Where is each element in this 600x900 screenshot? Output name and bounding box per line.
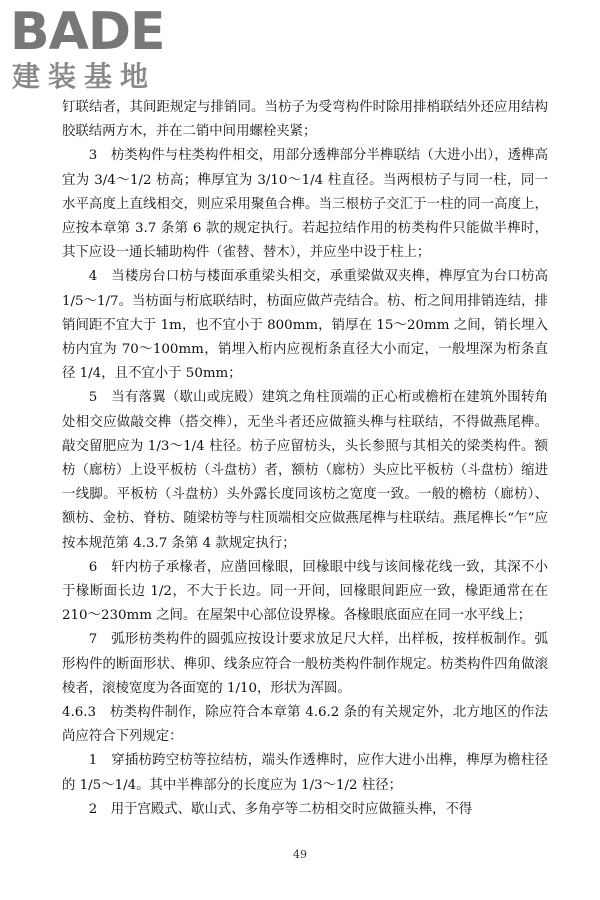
section-heading-4-6-3: 4.6.3 枋类构件制作，除应符合本章第 4.6.2 条的有关规定外，北方地区的作法尚应符合下列规定：	[62, 705, 548, 745]
page-number: 49	[293, 848, 307, 861]
paragraph-continuation: 钉联结者，其间距规定与排销同。当枋子为受弯构件时除用排梢联结外还应用结构胶联结两方木，并在二销中间用螺栓夹紧；	[62, 100, 548, 140]
paragraph-subitem-2: 2 用于宫殿式、歇山式、多角亭等二枋相交时应做箍头榫，不得	[88, 801, 473, 817]
paragraph-item-5: 5 当有落翼（歇山或庑殿）建筑之角柱顶端的正心桁或檐桁在建筑外围转角处相交应做敲交榫（搭交榫），无坐斗者还应做箍头榫与柱联结，不得做燕尾榫。敲交留肥应为 1/3～1/4 柱径。枋子应留枋头，头长参照与其相关的梁类构件。额枋（廊枋）上设平板枋（斗盘枋）者，额枋（廊枋）头应比平板枋（斗盘枋）缩进一线脚。平板枋（斗盘枋）头外露长度同该枋之宽度一致。一般的檐枋（廊枋）、额枋、金枋、脊枋、随梁枋等与柱顶端相交应做燕尾榫与柱联结。燕尾榫长“乍”应按本规范第 4.3.7 条第 4 款规定执行；	[62, 390, 548, 551]
logo-chinese-text: 建装基地	[12, 60, 157, 93]
document-body	[62, 96, 548, 822]
paragraph-item-4: 4 当楼房台口枋与楼面承重梁头相交，承重梁做双夹榫，榫厚宜为台口枋高 1/5～1/7。当枋面与桁底联结时，枋面应做芦壳结合。枋、桁之间用排销连结，排销间距不宜大于 1m，也不宜小于 800mm，销厚在 15～20mm 之间，销长埋入枋内宜为 70～100mm，销埋入桁内应视桁条直径大小而定，一般埋深为桁条直径 1/4，且不宜小于 50mm；	[62, 269, 548, 382]
paragraph-item-7: 7 弧形枋类构件的圆弧应按设计要求放足尺大样，出样板，按样板制作。弧形构件的断面形状、榫卯、线条应符合一般枋类构件制作规定。枋类构件四角做滚棱者，滚棱宽度为各面宽的 1/10，形状为浑圆。	[62, 632, 548, 696]
bade-logo	[6, 2, 176, 98]
paragraph-item-3: 3 枋类构件与柱类构件相交，用部分透榫部分半榫联结（大进小出），透榫高宜为 3/4～1/2 枋高；榫厚宜为 3/10～1/4 柱直径。当两根枋子与同一柱，同一水平高度上直线相交，则应采用聚鱼合榫。当三根枋子交汇于一柱的同一高度上，应按本章第 3.7 条第 6 款的规定执行。若起拉结作用的枋类构件只能做半榫时，其下应设一通长辅助构件（雀替、替木），并应坐中设于柱上；	[62, 148, 548, 261]
paragraph-item-6: 6 轩内枋子承椽者，应凿回椽眼，回椽眼中线与该间椽花线一致，其深不小于椽断面长边 1/2，不大于长边。同一开间，回椽眼间距应一致，椽距通常在在 210～230mm 之间。在屋架中心部位设界椽。各椽眼底面应在同一水平线上；	[62, 559, 548, 624]
logo-latin-text: BADE	[10, 2, 165, 62]
paragraph-subitem-1: 1 穿插枋跨空枋等拉结枋，端头作透榫时，应作大进小出榫，榫厚为檐柱径的 1/5～1/4。其中半榫部分的长度应为 1/3～1/2 柱径；	[62, 753, 548, 793]
